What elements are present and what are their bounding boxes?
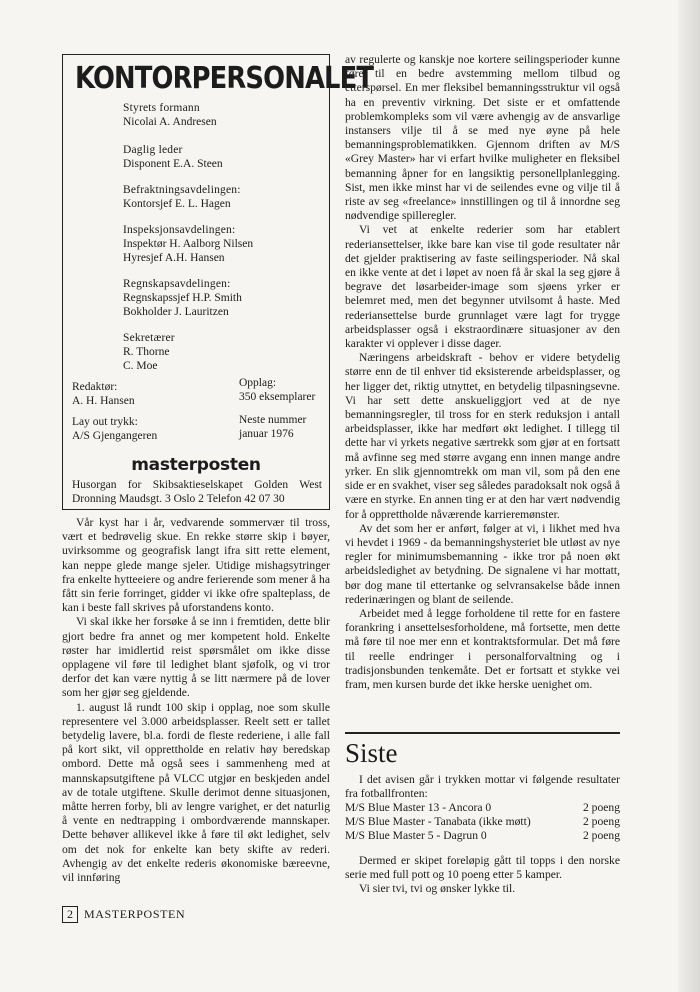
result-match: M/S Blue Master 13 - Ancora 0: [345, 801, 492, 814]
publication-name: MASTERPOSTEN: [84, 907, 186, 921]
next-issue-label: Neste nummer: [239, 414, 307, 426]
staff-entry: [123, 183, 241, 211]
masterposten-logo: masterposten: [131, 455, 261, 475]
siste-outro-text: Vi sier tvi, tvi og ønsker lykke til.: [359, 882, 516, 896]
result-match: M/S Blue Master 5 - Dagrun 0: [345, 829, 487, 842]
staff-box: [62, 54, 374, 510]
article-right-column: [345, 53, 620, 692]
result-points: 2 poeng: [582, 815, 620, 828]
staff-names: Regnskapssjef H.P. Smith Bokholder J. Lauritzen: [123, 292, 242, 318]
siste-heading: Siste: [345, 738, 398, 768]
next-issue-credit: [239, 413, 306, 441]
result-points: 2 poeng: [582, 801, 620, 814]
circulation-value: 350 eksemplarer: [239, 391, 316, 403]
print-credit: [72, 415, 157, 443]
editor-name: A. H. Hansen: [72, 395, 135, 407]
circulation-credit: [239, 376, 315, 404]
article-paragraph: Vi vet at enkelte rederier som har etablert rederiansettelser, ikke bare kan vise til gode resultater når det gjelder praktisering av faste seilingsperioder. Nå skal en ikke vente at det i løpet av noen få år skal la seg gjøre å begrave det løsarbeider-image som sjøens yrker er belemret med, men det begynner utvilsomt å haste. Med rederiansettelse burde grunnlaget være lagt for trygge arbeidsplasser også i ekstraordinære situasjoner av den karakter vi opplever i disse dager.: [345, 223, 620, 351]
result-row: [345, 815, 620, 829]
result-points: 2 poeng: [582, 829, 620, 842]
next-issue-value: januar 1976: [239, 428, 294, 440]
article-paragraph: 1. august lå rundt 100 skip i opplag, noe som skulle representere vel 3.000 arbeidsplasser. Reelt sett er tallet betydelig lavere, bl.a. fordi de fleste rederiene, i alle fall på kort sikt, vil opprettholde en relativ høy beredskap ombord. Dette må også sees i sammenheng med at mannskapsutgiftene på VLCC utgjør en beskjeden andel av de totale utgiftene. Skulle derimot denne situasjonen, måtte herren forby, bli av lengre varighet, er det naturlig å vente en nedtrapping i ombordværende mannskaper. Dette behøver allikevel ikke å føre til økt ledighet, selv om det nok for enkelte kan bety skifte av rederi. Avhengig av det enkelte rederis økonomiske bæreevne, vil innføring: [62, 700, 330, 885]
circulation-label: Opplag:: [239, 377, 277, 389]
print-value: A/S Gjengangeren: [72, 430, 158, 442]
article-left-column: [62, 516, 330, 885]
result-match: M/S Blue Master - Tanabata (ikke møtt): [345, 815, 531, 828]
siste-intro-text: I det avisen går i trykken mottar vi følgende resultater fra fotballfronten:: [345, 773, 620, 801]
article-paragraph: Vi skal ikke her forsøke å se inn i fremtiden, dette blir gjort bedre fra annet og mer kompetent hold. Enkelte røster har imidlertid reist spørsmålet om ikke disse opplagene vil føre til ledighet blant sjøfolk, og vi tror derfor det kan være nyttig å se litt nærmere på de lover som her gjør seg gjeldende.: [62, 615, 330, 700]
staff-entry: [123, 277, 242, 319]
staff-entry: [123, 143, 223, 171]
article-paragraph: Av det som her er anført, følger at vi, i likhet med hva vi hevdet i 1969 - da bemanningshysteriet ble utløst av nye regler for minimumsbemanning - ikke tror på noen økt arbeidsledighet av betydning. De signalene vi har mottatt, bør dog mane til ettertanke og selvransakelse både innen rederinæringen og blant de seilende.: [345, 521, 620, 606]
siste-outro-text: Dermed er skipet foreløpig gått til topps i den norske serie med full pott og 10 poeng etter 5 kamper.: [345, 854, 620, 882]
editor-credit: [72, 380, 135, 408]
staff-names: Nicolai A. Andresen: [123, 116, 217, 128]
staff-entry: [123, 101, 217, 129]
staff-role: Inspeksjonsavdelingen:: [123, 224, 236, 236]
staff-role: Daglig leder: [123, 144, 183, 156]
staff-role: Befraktningsavdelingen:: [123, 184, 241, 196]
siste-outro: [345, 854, 620, 897]
page-footer: [62, 906, 185, 923]
staff-names: Kontorsjef E. L. Hagen: [123, 198, 231, 210]
article-paragraph: Næringens arbeidskraft - behov er videre betydelig større enn de til enhver tid eksisterende arbeidsplasser, og her ligger det, riktig utnyttet, en betydelig tilpasningsevne. Vi har sett dette anskueliggjort ved at de nye bemanningsregler, til tross for en sterk reduksjon i antall arbeidsplasser, ikke har medført økt ledighet. I tillegg til dette har vi yrkets negative særtrekk som gjør at en fortsatt må avfinne seg med større avgang enn innen mange andre yrker. En slik gjennomtrekk om man vil, som på den ene side er en svakhet, viser seg således paradoksalt nok også å være en styrke. En annen ting er at den har vært nødvendig for å opprettholde nåværende karrieremønster.: [345, 351, 620, 521]
staff-box-title: KONTORPERSONALET: [75, 61, 374, 96]
page-edge-shadow: [678, 0, 700, 992]
print-label: Lay out trykk:: [72, 416, 138, 428]
staff-role: Styrets formann: [123, 102, 200, 114]
staff-names: Disponent E.A. Steen: [123, 158, 223, 170]
editor-label: Redaktør:: [72, 381, 118, 393]
page-number: 2: [62, 906, 78, 923]
siste-divider: [345, 732, 620, 734]
article-paragraph: Arbeidet med å legge forholdene til rette for en fastere forankring i ansettelsesforholdene, må fortsette, men dette må føre til noe mer enn et kontraktsformular. Det må føre til reelle endringer i personalforvaltning og i tradisjonsbunden tenkemåte. Det er fortsatt et stykke vei fram, men kursen burde det ikke herske uenighet om.: [345, 606, 620, 691]
article-paragraph: av regulerte og kanskje noe kortere seilingsperioder kunne føre til en bedre avstemming mellom tilbud og etterspørsel. En mer fleksibel bemanningsstruktur vil også ha en preventiv virkning. Det siste er et omfattende problemkompleks som vil være avhengig av de ansvarlige instansers vilje til å se med nye øyne på hele bemanningsproblematikken. Gjennom driften av M/S «Grey Master» har vi erfart hvilke muligheter en fleksibel bemanning åpner for en langsiktig personellplanlegging. Sist, men ikke minst har vi de seilendes evne og vilje til å riste av seg «freelance» innstillingen og til å innordne seg nødvendige spilleregler.: [345, 53, 620, 223]
staff-role: Regnskapsavdelingen:: [123, 278, 231, 290]
article-paragraph: Vår kyst har i år, vedvarende sommervær til tross, vært et bedrøvelig skue. En rekke større skip i bøyer, uvirksomme og geografisk langt ifra sitt rette element, kan neppe glede mange sjeler. Utidige mishagsytringer fra enkelte hytteeiere og andre ferierende som mener å ha fått sin ferie forringet, gidder vi ikke ofre spalteplass, de kan i beste fall skrives på uforstandens konto.: [62, 516, 330, 615]
result-row: [345, 801, 620, 815]
staff-names: R. Thorne C. Moe: [123, 346, 170, 372]
result-row: [345, 829, 620, 843]
staff-role: Sekretærer: [123, 332, 175, 344]
publisher-info: Husorgan for Skibsaktieselskapet Golden West Dronning Maudsgt. 3 Oslo 2 Telefon 42 07 30: [72, 479, 322, 505]
staff-entry: [123, 223, 253, 265]
staff-entry: [123, 331, 175, 373]
siste-intro: [345, 773, 620, 801]
staff-names: Inspektør H. Aalborg Nilsen Hyresjef A.H. Hansen: [123, 238, 254, 264]
